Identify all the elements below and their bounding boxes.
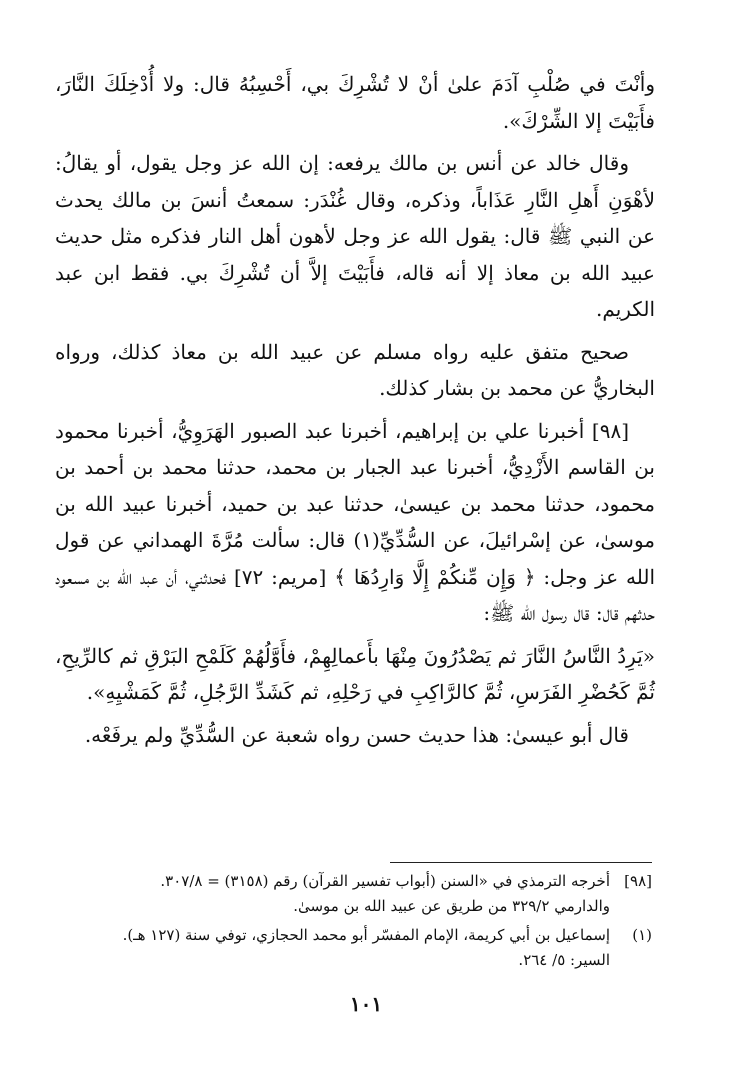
footnote-text: أخرجه الترمذي في «السنن (أبواب تفسير القرآن) رقم (٣١٥٨) = ٣٠٧/٨. (160, 872, 610, 890)
footnote-text-continued: والدارمي ٣٢٩/٢ من طريق عن عبيد الله بن موسىٰ. (293, 897, 610, 915)
paragraph-hadith-text: «يَرِدُ النَّاسُ النَّارَ ثم يَصْدُرُونَ مِنْهَا بأَعمالِهِمْ، فأَوَّلُهُمْ كَلَمْحِ البَرْقِ ثم كالرِّيحِ، ثُمَّ كَحُضْرِ الفَرَسِ، ثُمَّ كالرَّاكِبِ في رَحْلِهِ، ثم كَشَدِّ الرَّجُلِ، ثُمَّ كَمَشْيِهِ». (55, 643, 655, 704)
paragraph-hadith-end: وأنْتَ في صُلْبِ آدَمَ علىٰ أنْ لا تُشْرِكَ بي، أَحْسِبُهُ قال: ولا أُدْخِلَكَ النَّارَ، فأَبَيْتَ إلا الشِّرْكَ». (55, 72, 655, 133)
footnote-number: (١) (632, 926, 652, 944)
footnote-text: إسماعيل بن أبي كريمة، الإمام المفسّر أبو محمد الحجازي، توفي سنة (١٢٧ هـ). (122, 926, 610, 944)
paragraph-khalid-narration: وقال خالد عن أنس بن مالك يرفعه: إن الله عز وجل يقول، أو يقالُ: لأهْوَنِ أَهلِ النَّارِ عَذَاباً، وذكره، وقال غُنْدَر: سمعتُ أنسَ بن مالك يحدث عن النبي ﷺ قال: يقول الله عز وجل لأهون أهل النار فذكره مثل حديث عبيد الله بن معاذ إلا أنه قاله، فأَبَيْتَ إلاَّ أن تُشْرِكَ بي. فقط ابن عبد الكريم. (55, 151, 655, 321)
paragraph-sahih-grading: صحيح متفق عليه رواه مسلم عن عبيد الله بن معاذ كذلك، ورواه البخاريُّ عن محمد بن بشار كذلك. (55, 339, 655, 400)
footnotes (40, 870, 652, 972)
footnote-number: [٩٨] (624, 872, 652, 890)
main-text (55, 66, 655, 753)
footnote-1 (40, 924, 652, 972)
paragraph-isnad-98: [٩٨] أخبرنا علي بن إبراهيم، أخبرنا عبد الصبور الهَرَوِيُّ، أخبرنا محمود بن القاسم الأَزْدِيُّ، أخبرنا عبد الجبار بن محمد، حدثنا محمد بن أحمد بن محمود، حدثنا محمد بن عيسىٰ، حدثنا عبد بن حميد، أخبرنا عبيد الله بن موسىٰ، عن إسْرائيلَ، عن السُّدِّيِّ(١) قال: سألت مُرَّةَ الهمداني عن قول الله عز وجل: ﴿ وَإِن مِّنكُمْ إِلَّا وَارِدُهَا ﴾ [مريم: ٧٢] فحدثني، أن عبد الله بن مسعود حدثهم قال: قال رسول الله ﷺ: (55, 418, 656, 625)
page-number: ١٠١ (349, 992, 383, 1016)
footnote-text-continued: السير: ٥/ ٢٦٤. (518, 951, 610, 969)
footnote-divider (390, 862, 652, 863)
paragraph-abu-isa-comment: قال أبو عيسىٰ: هذا حديث حسن رواه شعبة عن السُّدِّيِّ ولم يرفَعْه. (84, 722, 629, 747)
footnote-98 (40, 870, 652, 918)
